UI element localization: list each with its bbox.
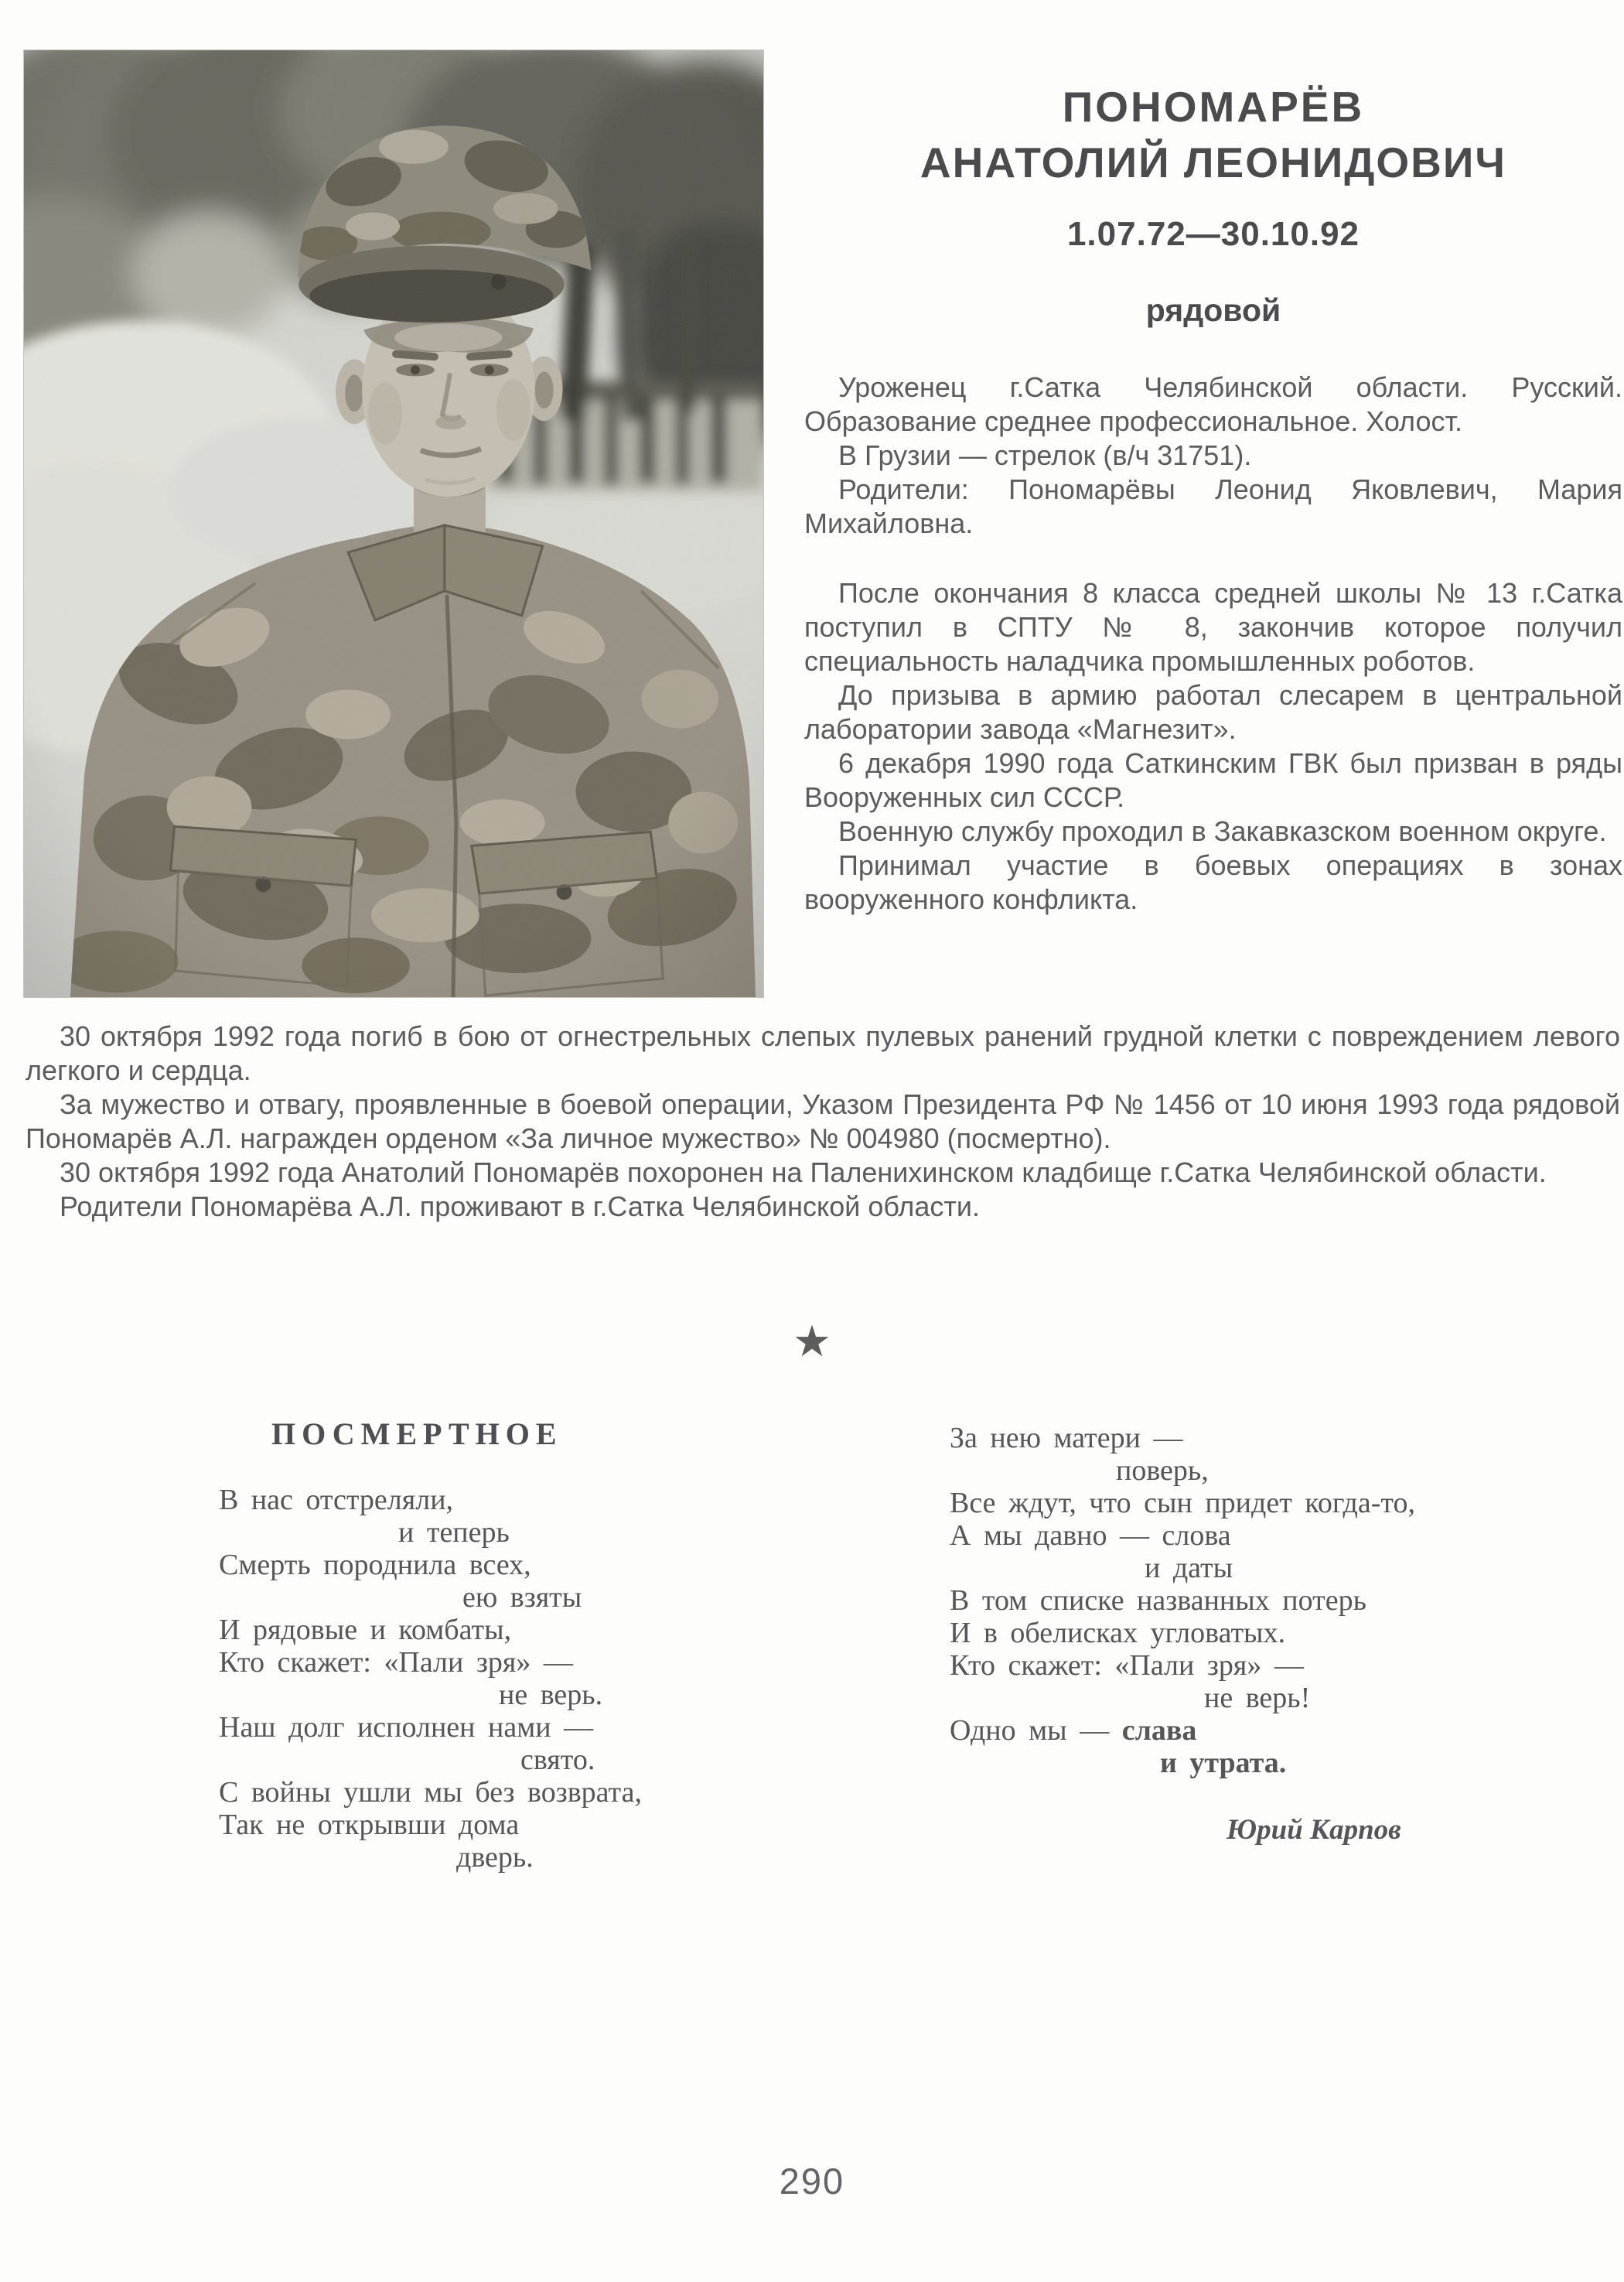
poem-left-column <box>219 1417 783 1874</box>
bio-group-2 <box>804 576 1622 917</box>
poem-title: ПОСМЕРТНОЕ <box>271 1416 563 1451</box>
poem-line: В нас отстреляли, <box>219 1484 454 1516</box>
poem-line: и даты <box>1145 1552 1233 1584</box>
soldier-portrait-illustration <box>24 50 763 997</box>
poem-line <box>1160 1747 1624 1779</box>
bio-paragraph: Родители: Пономарёвы Леонид Яковлевич, Мария Михайловна. <box>804 473 1622 539</box>
poem-line: поверь, <box>1116 1454 1209 1487</box>
poem-line: ею взяты <box>462 1581 582 1614</box>
poem-line: И в обелисках угловатых. <box>950 1617 1286 1649</box>
surname-heading: ПОНОМАРЁВ <box>1062 83 1365 131</box>
life-dates: 1.07.72—30.10.92 <box>1066 215 1360 253</box>
poem-line: За нею матери — <box>950 1422 1183 1454</box>
given-names-heading: АНАТОЛИЙ ЛЕОНИДОВИЧ <box>919 138 1507 186</box>
bio-paragraph: Военную службу проходил в Закавказском военном округе. <box>838 815 1607 847</box>
poem-line: Так не открывши дома <box>219 1809 520 1841</box>
poem-line: не верь! <box>1204 1682 1311 1714</box>
poem-line: Кто скажет: «Пали зря» — <box>950 1649 1304 1682</box>
soldier-portrait-photo <box>23 50 764 998</box>
bio-paragraph: Родители Пономарёва А.Л. проживают в г.Сатка Челябинской области. <box>60 1191 980 1222</box>
bio-paragraph: После окончания 8 класса средней школы № 13 г.Сатка поступил в СПТУ № 8, закончив которое получил специальность наладчика промышленных роботов. <box>804 577 1622 677</box>
bio-paragraph: 30 октября 1992 года погиб в бою от огнестрельных слепых пулевых ранений грудной клетки с повреждением левого легкого и сердца. <box>26 1020 1620 1086</box>
poem-line: Кто скажет: «Пали зря» — <box>219 1646 573 1679</box>
bio-paragraph: До призыва в армию работал слесарем в центральной лаборатории завода «Магнезит». <box>804 679 1622 745</box>
poem-line: И рядовые и комбаты, <box>219 1614 512 1646</box>
military-rank: рядовой <box>1145 292 1281 328</box>
poem-line: А мы давно — слова <box>950 1519 1231 1552</box>
poem-right-column <box>950 1422 1624 1846</box>
biography-text <box>804 371 1622 917</box>
memorial-header <box>804 79 1622 329</box>
poem-bold-text: слава <box>1121 1714 1197 1747</box>
poem-line: и теперь <box>398 1516 510 1549</box>
poem-line: Одно мы — слава <box>950 1714 1197 1747</box>
poem-author: Юрий Карпов <box>1227 1814 1401 1846</box>
poem-line: дверь. <box>456 1841 534 1874</box>
right-column <box>804 79 1622 917</box>
bio-group-1 <box>804 371 1622 541</box>
poem-line: С войны ушли мы без возврата, <box>219 1776 642 1809</box>
poem-line: Смерть породнила всех, <box>219 1549 531 1581</box>
page-number: 290 <box>779 2161 845 2202</box>
bio-paragraph: 30 октября 1992 года Анатолий Пономарёв похоронен на Паленихинском кладбище г.Сатка Челябинской области. <box>60 1156 1547 1188</box>
poem-line: не верь. <box>499 1679 603 1711</box>
star-divider <box>0 1317 1624 1365</box>
bio-paragraph: За мужество и отвагу, проявленные в боевой операции, Указом Президента РФ № 1456 от 10 июня 1993 года рядовой Пономарёв А.Л. награжден орденом «За личное мужество» № 004980 (посмертно). <box>26 1088 1620 1154</box>
star-icon: ★ <box>792 1317 832 1365</box>
poem-line: Все ждут, что сын придет когда-то, <box>950 1487 1415 1519</box>
poem-line: В том списке названных потерь <box>950 1584 1366 1617</box>
poem-left-lines <box>219 1484 783 1874</box>
poem-right-lines <box>950 1422 1624 1779</box>
bio-paragraph: Уроженец г.Сатка Челябинской области. Русский. Образование среднее профессиональное. Холост. <box>804 371 1622 437</box>
poem-line: свято. <box>520 1744 595 1776</box>
biography-full-width <box>26 1020 1620 1224</box>
bio-paragraph: 6 декабря 1990 года Саткинским ГВК был призван в ряды Вооруженных сил СССР. <box>804 747 1622 813</box>
bio-paragraph: В Грузии — стрелок (в/ч 31751). <box>838 439 1252 471</box>
poem-bold-text: и утрата. <box>1160 1747 1287 1779</box>
bio-paragraph: Принимал участие в боевых операциях в зонах вооруженного конфликта. <box>804 849 1622 915</box>
poem-line: Наш долг исполнен нами — <box>219 1711 594 1744</box>
